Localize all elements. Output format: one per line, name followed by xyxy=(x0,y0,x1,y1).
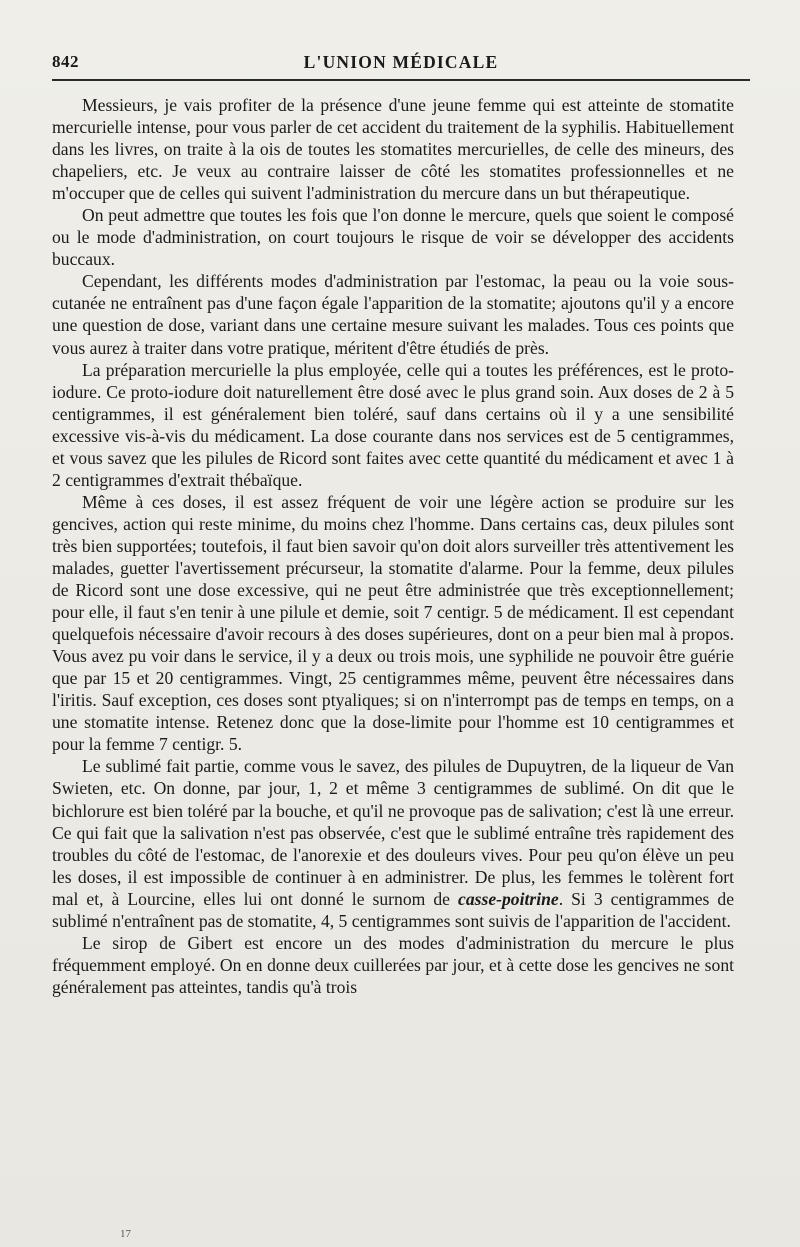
paragraph: Le sirop de Gibert est encore un des modes d'administration du mercure le plus fréquemment employé. On en donne deux cuillerées par jour, et à cette dose les gencives ne sont généralement pas atteintes, tandis qu'à trois xyxy=(52,932,734,997)
running-title: L'UNION MÉDICALE xyxy=(303,52,499,72)
printer-signature: 17 xyxy=(120,1228,131,1240)
body-text xyxy=(52,94,734,998)
emphasis-term: casse-poitrine xyxy=(458,888,559,909)
paragraph: Cependant, les différents modes d'administration par l'estomac, la peau ou la voie sous-cutanée ne entraînent pas d'une façon égale l'apparition de la stomatite; ajoutons qu'il y a encore une question de dose, variant dans une certaine mesure suivant les malades. Tous ces points que vous aurez à traiter dans votre pratique, méritent d'être étudiés de près. xyxy=(52,271,734,358)
page-header xyxy=(52,50,750,76)
paragraph: La préparation mercurielle la plus employée, celle qui a toutes les préférences, est le proto-iodure. Ce proto-iodure doit naturellement être dosé avec le plus grand soin. Aux doses de 2 à 5 centigrammes, il est généralement bien toléré, sauf dans certains où il y a une sensibilité excessive vis-à-vis du médicament. La dose courante dans nos services est de 5 centigrammes, et vous savez que les pilules de Ricord sont faites avec cette quantité du médicament et avec 1 à 2 centigrammes d'extrait thébaïque. xyxy=(52,359,734,490)
header-rule xyxy=(52,79,750,81)
paragraph: Messieurs, je vais profiter de la présence d'une jeune femme qui est atteinte de stomatite mercurielle intense, pour vous parler de cet accident du traitement de la syphilis. Habituellement dans les livres, on traite à la ois de toutes les stomatites mercurielles, de celle des mineurs, des chapeliers, etc. Je veux au contraire laisser de côté les stomatites professionnelles et ne m'occuper que de celles qui suivent l'administration du mercure dans un but thérapeutique. xyxy=(52,95,734,204)
paragraph: Même à ces doses, il est assez fréquent de voir une légère action se produire sur les gencives, action qui reste minime, du moins chez l'homme. Dans certains cas, deux pilules sont très bien supportées; toutefois, il faut bien savoir qu'on doit alors surveiller très attentivement les malades, guetter l'avertissement précurseur, la stomatite d'alarme. Pour la femme, deux pilules de Ricord sont une dose excessive, qui ne peut être administrée que très exceptionnellement; pour elle, il faut s'en tenir à une pilule et demie, soit 7 centigr. 5 de médicament. Il est cependant quelquefois nécessaire d'avoir recours à des doses supérieures, dont on a peur bien mal à propos. Vous avez pu voir dans le service, il y a deux ou trois mois, une syphilide ne pouvoir être guérie que par 15 et 20 centigrammes. Vingt, 25 centigrammes même, peuvent être nécessaires dans l'iritis. Sauf exception, ces doses sont ptyaliques; si on n'interrompt pas de temps en temps, on a une stomatite intense. Retenez donc que la dose-limite pour l'homme est 10 centigrammes et pour la femme 7 centigr. 5. xyxy=(52,491,734,755)
paragraph: Le sublimé fait partie, comme vous le savez, des pilules de Dupuytren, de la liqueur de Van Swieten, etc. On donne, par jour, 1, 2 et même 3 centigrammes de sublimé. On dit que le bichlorure est bien toléré par la bouche, et qu'il ne provoque pas de salivation; c'est là une erreur. Ce qui fait que la salivation n'est pas observée, c'est que le sublimé entraîne très rapidement des troubles du côté de l'estomac, de l'anorexie et des douleurs vives. Pour peu qu'on élève un peu les doses, il est impossible de continuer à en administrer. De plus, les femmes le tolèrent fort mal et, à Lourcine, elles lui ont donné le surnom de casse-poitrine. Si 3 centigrammes de sublimé n'entraînent pas de stomatite, 4, 5 centigrammes sont suivis de l'apparition de l'accident. xyxy=(52,756,735,931)
paragraph: On peut admettre que toutes les fois que l'on donne le mercure, quels que soient le composé ou le mode d'administration, on court toujours le risque de voir se développer des accidents buccaux. xyxy=(52,205,734,270)
page-number: 842 xyxy=(52,52,79,71)
